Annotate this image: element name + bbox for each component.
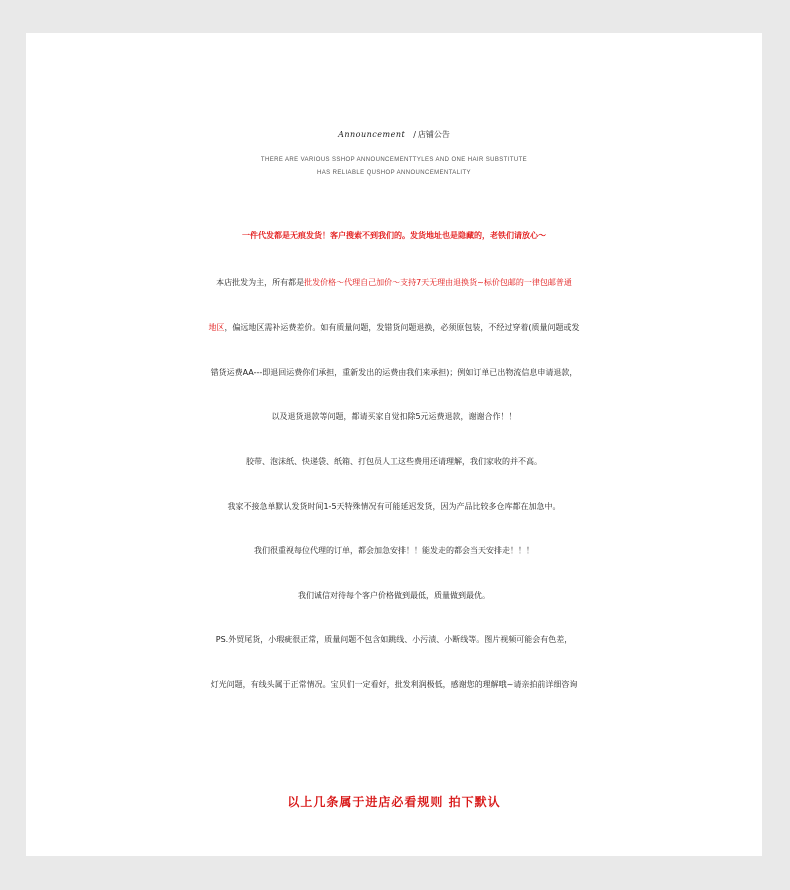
subtitle-line-1: THERE ARE VARIOUS SSHOP ANNOUNCEMENTTYLES AND ONE HAIR SUBSTITUTE: [260, 157, 528, 163]
ps-note-line-1: PS.外贸尾货，小瑕疵很正常，质量问题不包含如跳线、小污渍、小断线等。图片视频可能会有色差，: [215, 635, 573, 644]
policy-line-1-text: 本店批发为主，所有都是: [216, 278, 305, 287]
title-chinese: 店铺公告: [417, 130, 450, 139]
policy-line-2-text: ，偏远地区需补运费差价。如有质量问题，发错货问题退换，必须原包装，不经过穿着(质量问题或发: [224, 323, 580, 332]
headline-notice: 一件代发都是无痕发货！客户搜索不到我们的。发货地址也是隐藏的，老铁们请放心～: [242, 231, 546, 240]
policy-line-3: 错货运费AA---即退回运费你们承担，重新发出的运费由我们来承担)；例如订单已出物流信息申请退款，: [210, 368, 578, 377]
announcement-card: [26, 33, 762, 856]
policy-line-2: [26, 318, 762, 338]
packaging-note: 胶带、泡沫纸、快递袋、纸箱、打包员人工这些费用还请理解，我们家收的并不高。: [246, 457, 542, 466]
title-separator: /: [413, 130, 416, 139]
policy-line-2-highlight: 地区: [208, 323, 225, 332]
footer-rule-notice: 以上几条属于进店必看规则 拍下默认: [287, 795, 501, 809]
title-english: Announcement: [338, 130, 406, 139]
subtitle-line-2: HAS RELIABLE QUSHOP ANNOUNCEMENTALITY: [317, 170, 471, 176]
policy-line-1-highlight: 批发价格～代理自己加价～支持7天无理由退换货~标价包邮的一律包邮普通: [304, 278, 572, 287]
priority-note: 我们很重视每位代理的订单，都会加急安排！！能发走的都会当天安排走！！！: [254, 546, 534, 555]
page-title: [26, 129, 762, 140]
policy-line-1: [26, 273, 762, 293]
shipping-time-note: 我家不接急单默认发货时间1-5天特殊情况有可能延迟发货，因为产品比较多仓库都在加急中。: [227, 502, 561, 511]
ps-note-line-2: 灯光问题，有线头属于正常情况。宝贝们一定看好，批发利润极低，感谢您的理解哦~请亲拍前详细咨询: [210, 680, 578, 689]
policy-line-4: 以及退货退款等问题，都请买家自觉扣除5元运费退款，谢谢合作！！: [271, 412, 517, 421]
price-note: 我们诚信对待每个客户价格做到最低，质量做到最优。: [298, 591, 490, 600]
